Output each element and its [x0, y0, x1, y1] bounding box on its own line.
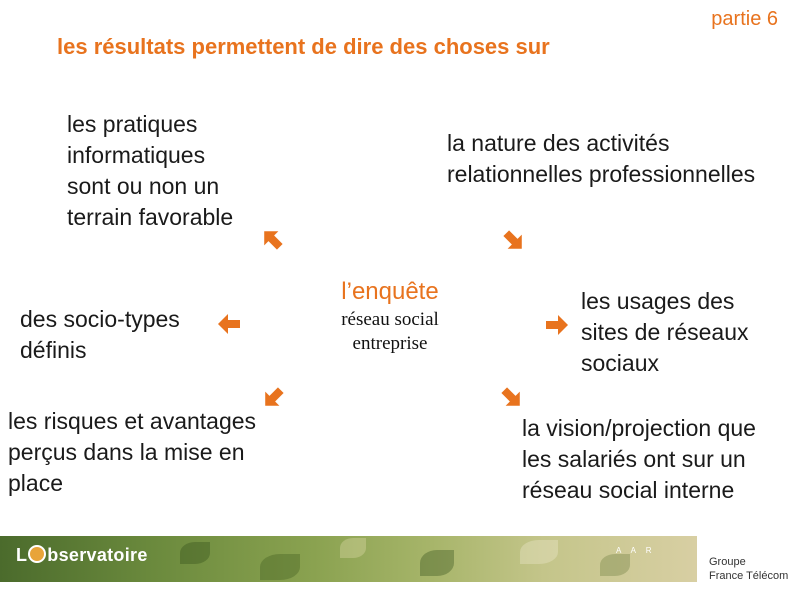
item-line: les salariés ont sur un [522, 446, 746, 472]
brand-suffix: bservatoire [47, 545, 148, 565]
item-line: terrain favorable [67, 204, 234, 230]
item-top-right [447, 128, 755, 190]
item-line: la vision/projection que [522, 415, 756, 441]
item-line: sociaux [581, 350, 659, 376]
item-middle-right [581, 286, 748, 379]
footer-tiny-marks: A A R [616, 546, 656, 555]
item-line: sites de réseaux [581, 319, 749, 345]
arrow-left-icon [215, 310, 243, 338]
item-line: relationnelles professionnelles [447, 161, 756, 187]
slide-title: les résultats permettent de dire des choses sur [57, 34, 550, 59]
item-middle-left [20, 304, 180, 366]
group-label [709, 555, 788, 583]
item-line: définis [20, 337, 87, 363]
brand-logo [16, 545, 148, 566]
group-label-line: Groupe [709, 556, 746, 568]
item-line: les usages des [581, 288, 735, 314]
item-line: réseau social interne [522, 477, 735, 503]
item-line: les pratiques [67, 111, 198, 137]
center-block [290, 276, 490, 356]
center-subtitle-line: réseau social [341, 309, 439, 330]
item-top-left [67, 109, 233, 233]
arrow-down-right-icon [500, 227, 528, 255]
item-line: la nature des activités [447, 130, 670, 156]
item-line: place [8, 470, 63, 496]
brand-mark-icon [28, 545, 46, 563]
item-line: perçus dans la mise en [8, 439, 245, 465]
item-line: les risques et avantages [8, 408, 257, 434]
center-subtitle-line: entreprise [352, 333, 428, 354]
item-line: des socio-types [20, 306, 180, 332]
arrow-down-left-icon [259, 384, 287, 412]
arrow-down-right-icon [498, 384, 526, 412]
arrow-right-icon [543, 311, 571, 339]
item-line: sont ou non un [67, 173, 220, 199]
item-bottom-right [522, 413, 756, 506]
part-label: partie 6 [711, 8, 778, 30]
brand-prefix: L [16, 545, 28, 565]
item-line: informatiques [67, 142, 206, 168]
arrow-up-left-icon [258, 225, 286, 253]
item-bottom-left [8, 406, 256, 499]
group-label-line: France Télécom [709, 570, 789, 582]
center-title: l’enquête [341, 278, 439, 305]
